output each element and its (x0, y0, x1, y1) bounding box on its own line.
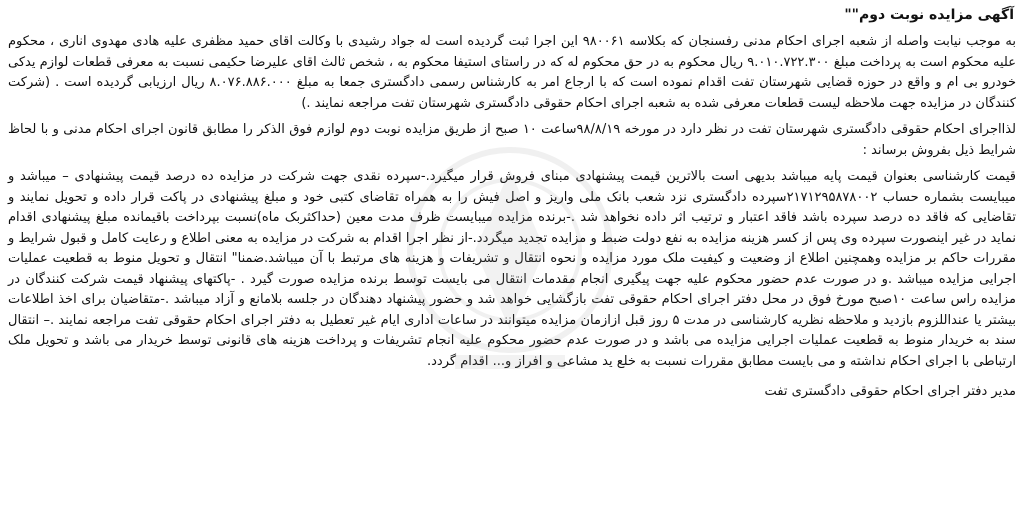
signature-line: مدیر دفتر اجرای احکام حقوقی دادگستری تفت (764, 384, 1016, 399)
notice-paragraph-3: قیمت کارشناسی بعنوان قیمت پایه میباشد بدیهی است بالاترین قیمت پیشنهادی مبنای فروش قرار میگیرد.-سپرده نقدی جهت شرکت در مزایده ده درصد قیمت پیشنهادی – میباشد و میبایست بشماره حساب ۲۱۷۱۲۹۵۸۷۸۰۰۲سپرده دادگستری نزد شعب بانک ملی واریز و اصل فیش را به همراه تقاضای کتبی خود و مبلغ پیشنهادی در پاکت قرار داده و تحویل نمایند و تقاضایی که فاقد ده درصد سپرده باشد فاقد اعتبار و ترتیب اثر داده نخواهد شد .-برنده مزایده میبایست ظرف مدت معین (حداکثربک ماه)نسبت بپرداخت باقیمانده مبلغ پیشنهادی اقدام نماید در غیر اینصورت سپرده وی پس از کسر هزینه مزایده به نفع دولت ضبط و مزایده تجدید میگردد.-از نظر اجرا اقدام به شرکت در مزایده به معنی اطلاع و رعایت کامل و قبول شرایط و مقررات حاکم بر مزایده وهمچنین اطلاع از وضعیت و کیفیت ملک مورد مزایده و نحوه انتقال و تشریفات و هزینه های مرتبط با آن میباشد.ضمنا" انتقال و تحویل منوط به قطعیت عملیات اجرایی مزایده میباشد .و در صورت عدم حضور محکوم علیه جهت پیگیری انجام مقدمات انتقال می بایست توسط برنده مزایده صورت گیرد . -پاکتهای پیشنهاد قیمت شرکت کنندگان در مزایده راس ساعت ۱۰صبح مورخ فوق در محل دفتر اجرای احکام حقوقی تفت بازگشایی خواهد شد و حضور پیشنهاد دهندگان در جلسه بلامانع و آزاد میباشد .-متقاضیان برای اخذ اطلاعات بیشتر یا عنداللزوم بازدید و ملاحظه نظریه کارشناسی در مدت ۵ روز قبل ازازمان مزایده میتوانند در ساعات اداری ایام غیر تعطیل به دفتر اجرای احکام حقوقی تفت مراجعه نمایند .– انتقال سند به خریدار منوط به قطعیت عملیات اجرایی مزایده می باشد و در صورت عدم حضور محکوم علیه انجام تشریفات و پرداخت هزینه های قانونی توسط خریدار می باشد و تحویل ملک ارتباطی با اجرای احکام نداشته و می بایست مطابق مقررات نسبت به خلع ید مشاعی و افراز و... اقدام گردد. (8, 169, 1017, 369)
notice-paragraph-1: به موجب نیابت واصله از شعبه اجرای احکام مدنی رفسنجان که بکلاسه ۹۸۰۰۶۱ این اجرا ثبت گردیده است له جواد رشیدی با وکالت اقای حمید مظفری علیه هادی مهدوی اناری ، محکوم علیه محکوم است به پرداخت مبلغ ۹.۰۱۰.۷۲۲.۳۰۰ ریال محکوم به در حق محکوم له که در راستای استیفا محکوم به ، شخص ثالث اقای علیرضا حکیمی نسبت به معرفی قطعات لوازم یدکی خودرو بی ام و واقع در حوزه قضایی شهرستان تفت اقدام نموده است که با ارجاع امر به کارشناس رسمی دادگستری جمعا به مبلغ ۸.۰۷۶.۸۸۶.۰۰۰ ریال ارزیابی گردیده است . (شرکت کنندگان در مزایده جهت ملاحظه لیست قطعات معرفی شده به شعبه اجرای احکام حقوقی دادگستری شهرستان تفت مراجعه نمایند .) (8, 34, 1016, 111)
notice-paragraph-2: لذااجرای احکام حقوقی دادگستری شهرستان تفت در نظر دارد در مورخه ۹۸/۸/۱۹ساعت ۱۰ صبح از طریق مزایده نوبت دوم لوازم فوق الذکر را مطابق قانون اجرای احکام مدنی و با لحاظ شرایط ذیل بفروش برساند : (8, 122, 1016, 158)
notice-title: آگهی مزایده نوبت دوم"" (844, 7, 1014, 23)
